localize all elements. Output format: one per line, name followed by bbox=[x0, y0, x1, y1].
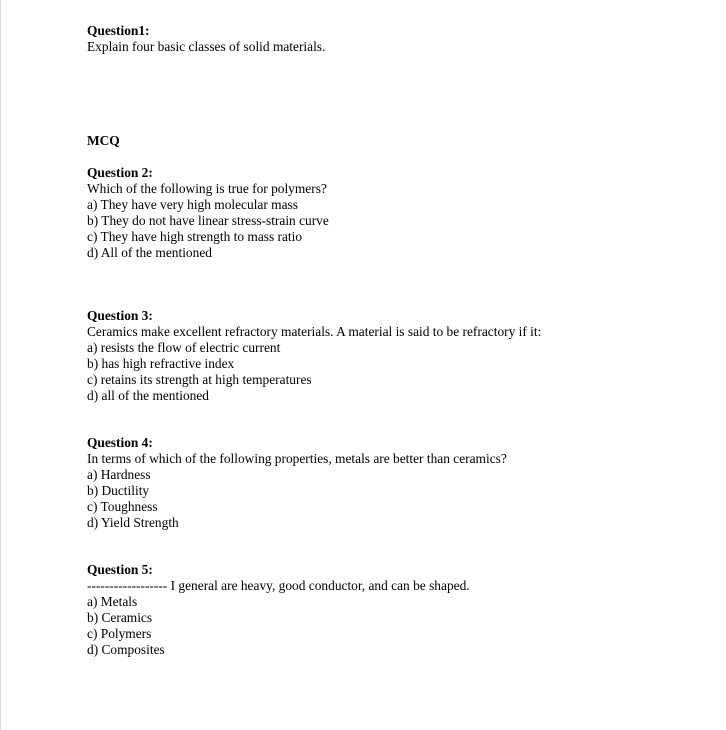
question-3-text: Ceramics make excellent refractory materials. A material is said to be refractory if it: bbox=[87, 324, 542, 339]
question-5-text: ------------------ I general are heavy, good conductor, and can be shaped. bbox=[87, 578, 470, 593]
question-2-heading: Question 2: bbox=[87, 165, 153, 180]
question-4-option-b: b) Ductility bbox=[87, 483, 150, 498]
question-2-option-d: d) All of the mentioned bbox=[87, 245, 212, 260]
question-3-option-d: d) all of the mentioned bbox=[87, 388, 209, 403]
question-4-text: In terms of which of the following properties, metals are better than ceramics? bbox=[87, 451, 507, 466]
question-5-heading: Question 5: bbox=[87, 562, 153, 577]
question-4-option-d: d) Yield Strength bbox=[87, 515, 179, 530]
question-2 bbox=[87, 165, 707, 261]
question-2-option-c: c) They have high strength to mass ratio bbox=[87, 229, 303, 244]
question-5 bbox=[87, 562, 707, 658]
document-body bbox=[87, 23, 707, 658]
question-3-option-a: a) resists the flow of electric current bbox=[87, 340, 281, 355]
question-5-option-c: c) Polymers bbox=[87, 626, 152, 641]
page-left-edge bbox=[0, 0, 1, 730]
question-5-option-a: a) Metals bbox=[87, 594, 138, 609]
mcq-heading: MCQ bbox=[87, 133, 120, 148]
question-5-option-b: b) Ceramics bbox=[87, 610, 153, 625]
question-3-heading: Question 3: bbox=[87, 308, 153, 323]
question-2-text: Which of the following is true for polymers? bbox=[87, 181, 327, 196]
question-3 bbox=[87, 308, 707, 404]
question-1 bbox=[87, 23, 707, 55]
question-4-heading: Question 4: bbox=[87, 435, 153, 450]
question-4-option-c: c) Toughness bbox=[87, 499, 158, 514]
question-4-option-a: a) Hardness bbox=[87, 467, 151, 482]
question-2-option-a: a) They have very high molecular mass bbox=[87, 197, 298, 212]
question-1-text: Explain four basic classes of solid materials. bbox=[87, 39, 326, 54]
question-5-option-d: d) Composites bbox=[87, 642, 165, 657]
question-3-option-c: c) retains its strength at high temperatures bbox=[87, 372, 312, 387]
question-2-option-b: b) They do not have linear stress-strain curve bbox=[87, 213, 329, 228]
question-4 bbox=[87, 435, 707, 531]
question-1-heading: Question1: bbox=[87, 23, 150, 38]
question-3-option-b: b) has high refractive index bbox=[87, 356, 235, 371]
